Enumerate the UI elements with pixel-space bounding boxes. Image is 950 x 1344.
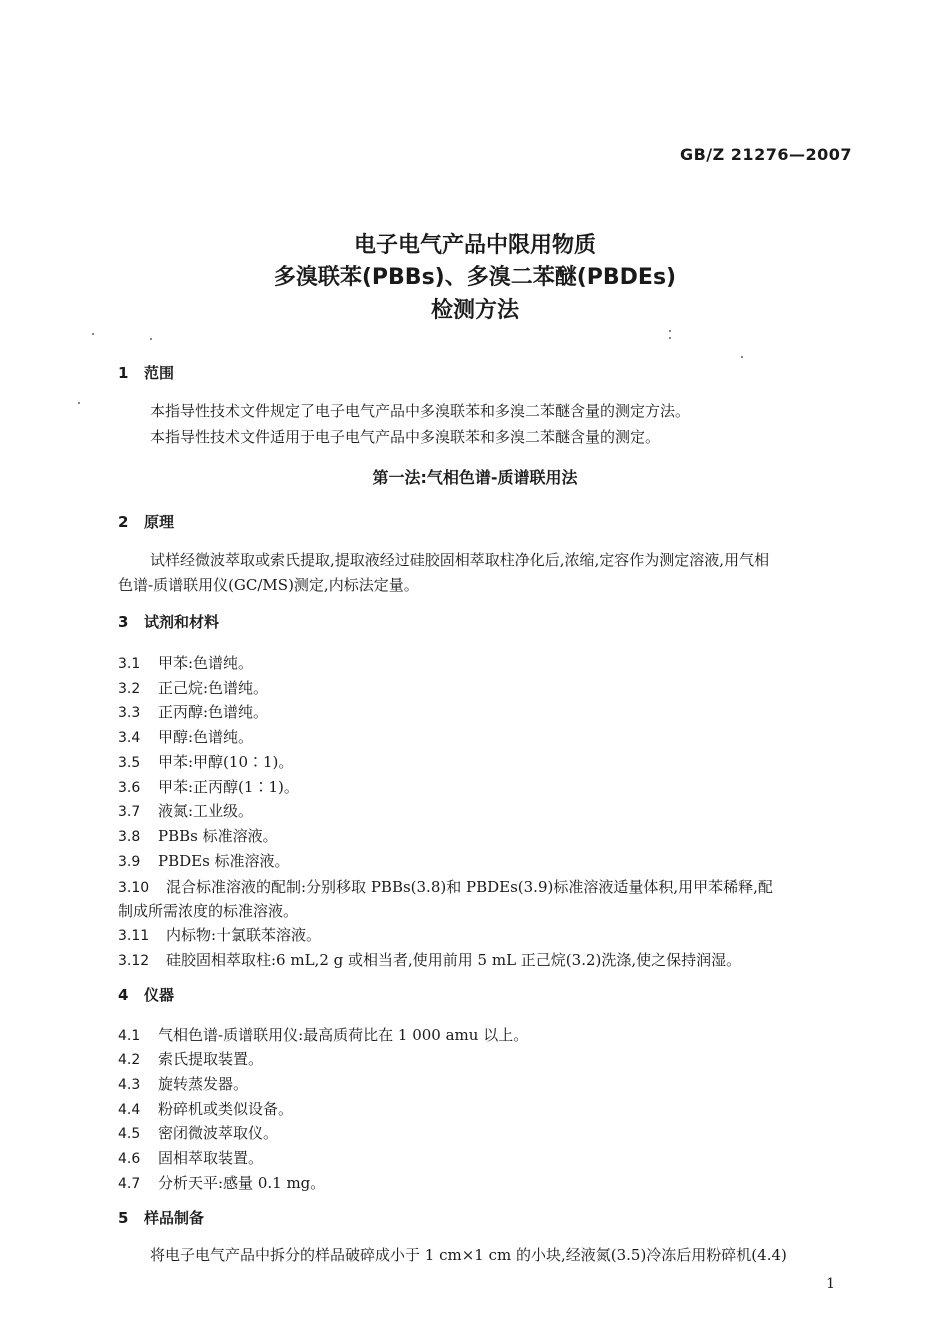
title-line-3: 检测方法 <box>430 298 519 323</box>
scan-speck <box>669 337 671 339</box>
section-3-heading: 3 试剂和材料 <box>118 613 220 631</box>
list-item: 3.12 硅胶固相萃取柱:6 mL,2 g 或相当者,使用前用 5 mL 正己烷(3.2)洗涤,使之保持润湿。 <box>118 951 742 969</box>
method-1-title: 第一法:气相色谱-质谱联用法 <box>372 468 578 487</box>
list-item: 4.2 索氏提取装置。 <box>118 1050 264 1068</box>
scan-speck <box>150 338 152 340</box>
section-1-para-1: 本指导性技术文件规定了电子电气产品中多溴联苯和多溴二苯醚含量的测定方法。 <box>150 402 691 420</box>
section-2-para-line-1: 试样经微波萃取或索氏提取,提取液经过硅胶固相萃取柱净化后,浓缩,定容作为测定溶液,用气相 <box>150 551 770 569</box>
section-1-para-2: 本指导性技术文件适用于电子电气产品中多溴联苯和多溴二苯醚含量的测定。 <box>150 428 661 446</box>
list-item: 3.11 内标物:十氯联苯溶液。 <box>118 926 322 944</box>
scan-speck <box>741 356 743 358</box>
title-line-1: 电子电气产品中限用物质 <box>353 233 596 258</box>
section-2-heading: 2 原理 <box>118 513 175 531</box>
list-item: 3.6 甲苯:正丙醇(1∶1)。 <box>118 778 299 796</box>
section-5-para-1: 将电子电气产品中拆分的样品破碎成小于 1 cm×1 cm 的小块,经液氮(3.5)冷冻后用粉碎机(4.4) <box>150 1246 787 1264</box>
list-item: 4.4 粉碎机或类似设备。 <box>118 1100 294 1118</box>
list-item: 3.5 甲苯:甲醇(10∶1)。 <box>118 753 294 771</box>
scan-speck <box>92 333 94 335</box>
list-item: 3.2 正己烷:色谱纯。 <box>118 679 269 697</box>
section-5-heading: 5 样品制备 <box>118 1209 205 1227</box>
title-line-2: 多溴联苯(PBBs)、多溴二苯醚(PBDEs) <box>273 265 677 290</box>
section-4-heading: 4 仪器 <box>118 986 175 1004</box>
list-item-continuation: 制成所需浓度的标准溶液。 <box>118 902 299 920</box>
section-1-heading: 1 范围 <box>118 364 175 382</box>
list-item: 4.5 密闭微波萃取仪。 <box>118 1124 279 1142</box>
list-item: 4.1 气相色谱-质谱联用仪:最高质荷比在 1 000 amu 以上。 <box>118 1026 529 1044</box>
list-item: 3.1 甲苯:色谱纯。 <box>118 654 254 672</box>
page-number: 1 <box>826 1276 835 1292</box>
standard-number: GB/Z 21276—2007 <box>679 145 852 164</box>
list-item: 4.7 分析天平:感量 0.1 mg。 <box>118 1174 326 1192</box>
list-item: 3.8 PBBs 标准溶液。 <box>118 827 278 845</box>
list-item: 3.10 混合标准溶液的配制:分别移取 PBBs(3.8)和 PBDEs(3.9)标准溶液适量体积,用甲苯稀释,配 <box>118 878 773 896</box>
list-item: 3.3 正丙醇:色谱纯。 <box>118 703 269 721</box>
section-2-para-line-2: 色谱-质谱联用仪(GC/MS)测定,内标法定量。 <box>118 576 419 594</box>
list-item: 4.6 固相萃取装置。 <box>118 1149 264 1167</box>
list-item: 3.4 甲醇:色谱纯。 <box>118 728 254 746</box>
list-item: 4.3 旋转蒸发器。 <box>118 1075 249 1093</box>
list-item: 3.7 液氮:工业级。 <box>118 802 254 820</box>
list-item: 3.9 PBDEs 标准溶液。 <box>118 852 290 870</box>
scan-speck <box>78 402 80 404</box>
scan-speck <box>669 330 671 332</box>
